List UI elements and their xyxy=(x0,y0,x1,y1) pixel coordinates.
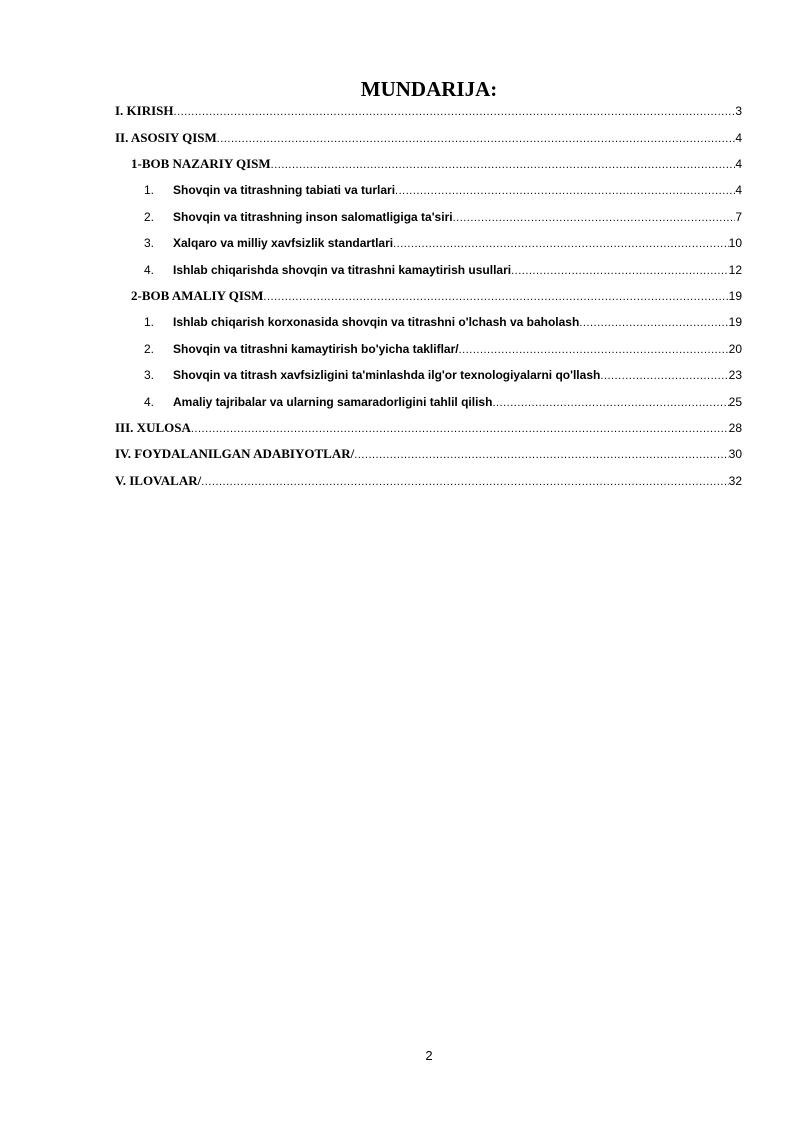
page-title: MUNDARIJA: xyxy=(360,77,498,101)
toc-entry-number: 4. xyxy=(144,395,155,409)
toc-entry-label: 1-BOB NAZARIY QISM xyxy=(131,156,271,171)
toc-entry-page: 30 xyxy=(728,447,742,461)
toc-entry-label: Shovqin va titrash xavfsizligini ta'minlashda ilg'or texnologiyalarni qo'llash xyxy=(173,368,601,382)
page-number: 2 xyxy=(425,1048,433,1063)
toc-entry-label: 2-BOB AMALIY QISM xyxy=(131,288,264,303)
dot-leader xyxy=(395,180,735,201)
toc-entry-page: 4 xyxy=(735,157,742,171)
toc-entry-bob-2[interactable] xyxy=(131,285,742,307)
dot-leader xyxy=(271,154,736,175)
toc-entry-1-2[interactable] xyxy=(144,206,742,228)
toc-entry-adabiyotlar[interactable] xyxy=(115,443,742,465)
toc-entry-number: 2. xyxy=(144,210,155,224)
dot-leader xyxy=(511,260,729,281)
toc-entry-label: Xalqaro va milliy xavfsizlik standartlari xyxy=(173,236,394,250)
dot-leader xyxy=(191,418,729,439)
toc-entry-label: IV. FOYDALANILGAN ADABIYOTLAR/ xyxy=(115,446,355,461)
toc-entry-page: 10 xyxy=(728,236,742,250)
toc-entry-label: V. ILOVALAR/ xyxy=(115,473,202,488)
toc-entry-kirish[interactable] xyxy=(115,100,742,122)
toc-entry-2-3[interactable] xyxy=(144,364,742,386)
toc-entry-ilovalar[interactable] xyxy=(115,470,742,492)
toc-entry-page: 4 xyxy=(735,183,742,197)
dot-leader xyxy=(600,365,728,386)
toc-entry-xulosa[interactable] xyxy=(115,417,742,439)
dot-leader xyxy=(174,101,736,122)
toc-entry-page: 19 xyxy=(728,289,742,303)
toc-entry-page: 12 xyxy=(728,263,742,277)
dot-leader xyxy=(459,339,729,360)
toc-entry-page: 3 xyxy=(735,104,742,118)
toc-entry-1-3[interactable] xyxy=(144,232,742,254)
dot-leader xyxy=(263,286,728,307)
toc-entry-label: Ishlab chiqarish korxonasida shovqin va titrashni o'lchash va baholash xyxy=(173,315,580,329)
toc-entry-number: 1. xyxy=(144,183,155,197)
table-of-contents xyxy=(0,100,800,500)
toc-entry-page: 32 xyxy=(728,474,742,488)
toc-entry-page: 20 xyxy=(728,342,742,356)
toc-entry-page: 23 xyxy=(728,368,742,382)
toc-entry-label: Amaliy tajribalar va ularning samaradorligini tahlil qilish xyxy=(173,395,493,409)
toc-entry-2-1[interactable] xyxy=(144,311,742,333)
toc-entry-label: II. ASOSIY QISM xyxy=(115,130,217,145)
dot-leader xyxy=(393,233,729,254)
toc-entry-label: III. XULOSA xyxy=(115,420,191,435)
dot-leader xyxy=(201,471,728,492)
toc-entry-label: Ishlab chiqarishda shovqin va titrashni kamaytirish usullari xyxy=(173,263,512,277)
dot-leader xyxy=(217,128,736,149)
dot-leader xyxy=(579,312,728,333)
toc-entry-2-2[interactable] xyxy=(144,338,742,360)
toc-entry-label: I. KIRISH xyxy=(115,103,174,118)
toc-entry-label: Shovqin va titrashning inson salomatligiga ta'siri xyxy=(173,210,453,224)
toc-entry-page: 19 xyxy=(728,315,742,329)
toc-entry-page: 25 xyxy=(728,395,742,409)
toc-entry-number: 1. xyxy=(144,315,155,329)
toc-entry-label: Shovqin va titrashni kamaytirish bo'yicha takliflar/ xyxy=(173,342,459,356)
toc-entry-number: 4. xyxy=(144,263,155,277)
toc-entry-1-4[interactable] xyxy=(144,259,742,281)
toc-entry-asosiy-qism[interactable] xyxy=(115,127,742,149)
dot-leader xyxy=(354,444,728,465)
toc-entry-1-1[interactable] xyxy=(144,179,742,201)
toc-entry-page: 7 xyxy=(735,210,742,224)
toc-entry-page: 4 xyxy=(735,131,742,145)
toc-entry-label: Shovqin va titrashning tabiati va turlari xyxy=(173,183,396,197)
toc-entry-bob-1[interactable] xyxy=(131,153,742,175)
toc-entry-2-4[interactable] xyxy=(144,391,742,413)
dot-leader xyxy=(492,392,728,413)
toc-entry-number: 3. xyxy=(144,236,155,250)
toc-entry-number: 2. xyxy=(144,342,155,356)
toc-entry-page: 28 xyxy=(728,421,742,435)
dot-leader xyxy=(453,207,736,228)
toc-entry-number: 3. xyxy=(144,368,155,382)
